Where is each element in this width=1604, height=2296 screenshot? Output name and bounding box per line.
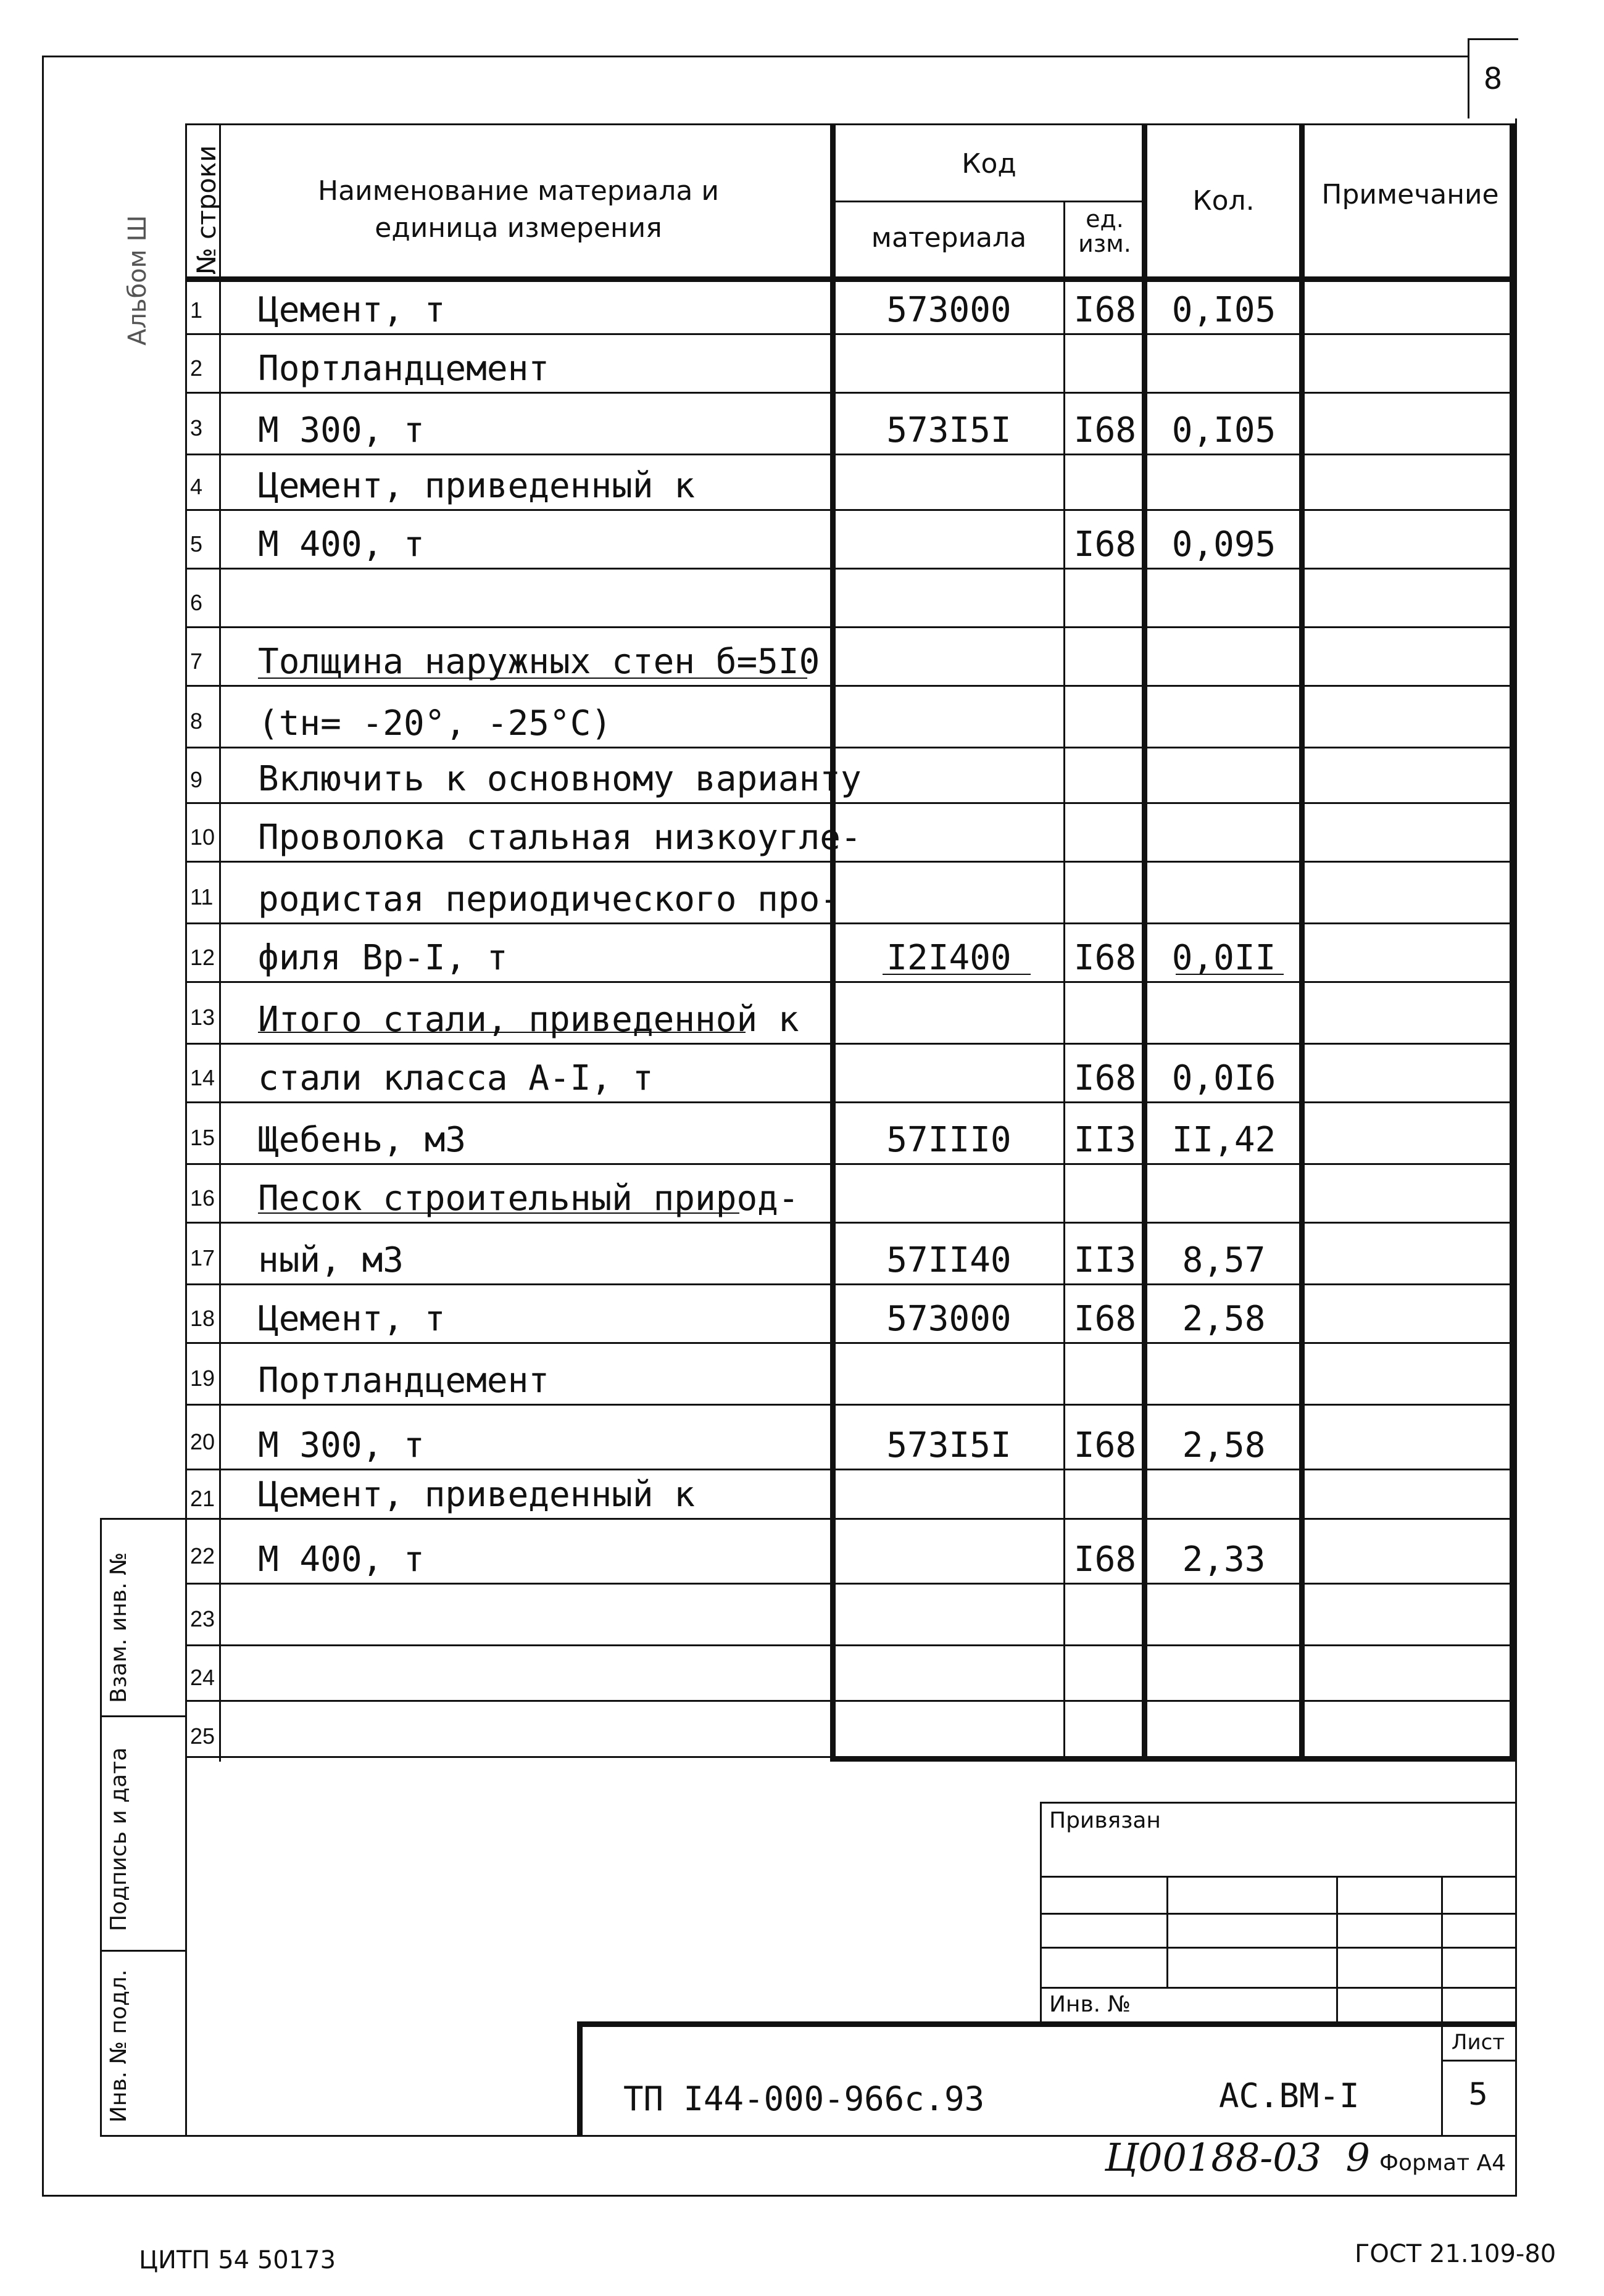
tb-privyazan-top — [1040, 1802, 1515, 1804]
col-header-qty: Кол. — [1192, 185, 1255, 217]
row-number: 20 — [190, 1428, 215, 1454]
row-material-code: I2I400 — [886, 938, 1012, 978]
tb-grid-v1 — [1166, 1876, 1168, 1987]
col-header-unit: ед. изм. — [1078, 205, 1131, 257]
stamp-podpis-data: Подпись и дата — [106, 1747, 131, 1931]
row-name: Толщина наружных стен б=5I0 — [258, 642, 820, 682]
row-name: Цемент, приведенный к — [258, 1475, 696, 1515]
row-unit-code: I68 — [1073, 524, 1137, 565]
row-unit-code: I68 — [1073, 410, 1137, 450]
row-unit-code: I68 — [1073, 1540, 1137, 1580]
row-number: 7 — [190, 648, 203, 674]
row-number: 2 — [190, 355, 203, 381]
row-unit-code: I68 — [1073, 938, 1137, 978]
tb-line-a — [185, 1756, 830, 1758]
table-bottom-line — [830, 1756, 1515, 1762]
row-divider — [185, 1469, 1515, 1470]
row-unit-code: I68 — [1073, 1425, 1137, 1465]
row-divider — [185, 1518, 1515, 1520]
header-bottom-line — [185, 276, 1517, 282]
row-unit-code: I68 — [1073, 1299, 1137, 1339]
row-name: Портландцемент — [258, 1361, 550, 1401]
row-divider — [185, 922, 1515, 924]
row-divider — [185, 1404, 1515, 1406]
stamp-vzam-inv: Взам. инв. № — [106, 1552, 131, 1703]
tb-grid-v3 — [1441, 1876, 1443, 2024]
row-qty: 0,095 — [1171, 524, 1276, 565]
col-line-right — [1510, 123, 1515, 1762]
tb-doc-number: ТП I44-000-966с.93 — [623, 2079, 985, 2118]
tb-main-top — [577, 2021, 1515, 2027]
row-divider — [185, 685, 1515, 687]
row-number: 3 — [190, 415, 203, 441]
row-divider — [185, 1043, 1515, 1045]
tb-grid-1 — [1040, 1876, 1515, 1878]
row-name: Щебень, м3 — [258, 1120, 467, 1160]
row-number: 14 — [190, 1064, 215, 1090]
format-label: Формат А4 — [1379, 2150, 1506, 2176]
row-name: ный, м3 — [258, 1240, 404, 1280]
row-number: 25 — [190, 1723, 215, 1749]
row-qty: 0,0II — [1171, 938, 1276, 978]
row-number: 19 — [190, 1366, 215, 1391]
col-header-row-no: № строки — [191, 145, 222, 275]
row-name: Цемент, т — [258, 1299, 446, 1339]
row-unit-code: I68 — [1073, 1058, 1137, 1098]
row-divider — [185, 747, 1515, 748]
row-number: 16 — [190, 1185, 215, 1211]
row-divider — [185, 1283, 1515, 1285]
row-number: 8 — [190, 708, 203, 734]
stamp-div-2 — [100, 1950, 185, 1952]
row-divider — [185, 981, 1515, 983]
row-number: 17 — [190, 1245, 215, 1270]
row-divider — [185, 1644, 1515, 1646]
tb-sheet-split — [1441, 2060, 1515, 2062]
row-name: родистая периодического про- — [258, 879, 841, 919]
row-divider — [185, 861, 1515, 863]
row-number: 15 — [190, 1125, 215, 1150]
tb-privyazan: Привязан — [1049, 1808, 1161, 1833]
tb-grid-4 — [1040, 1987, 1515, 1989]
row-number: 24 — [190, 1665, 215, 1690]
row-unit-code: II3 — [1073, 1240, 1137, 1280]
row-number: 5 — [190, 531, 203, 557]
tb-sheet-value: 5 — [1468, 2076, 1488, 2112]
page-number: 8 — [1483, 62, 1503, 96]
row-number: 6 — [190, 589, 203, 615]
row-qty: 0,0I6 — [1171, 1058, 1276, 1098]
tb-grid-2 — [1040, 1913, 1515, 1915]
row-divider — [185, 509, 1515, 511]
stamp-bottom — [100, 2135, 185, 2137]
row-qty: 2,58 — [1182, 1299, 1266, 1339]
row-name: филя Вр-I, т — [258, 938, 508, 978]
underline-row-7 — [258, 678, 807, 679]
row-name: М 300, т — [258, 1425, 425, 1465]
row-name: Итого стали, приведенной к — [258, 1000, 799, 1040]
tb-sheet-left — [1441, 2021, 1443, 2135]
tb-grid-3 — [1040, 1947, 1515, 1949]
album-mark: Альбом Ш — [123, 215, 152, 346]
row-qty: 2,58 — [1182, 1425, 1266, 1465]
stamp-div-1 — [100, 1715, 185, 1717]
header-code-split — [833, 201, 1145, 202]
row-number: 21 — [190, 1486, 215, 1511]
row-unit-code: II3 — [1073, 1120, 1137, 1160]
row-number: 13 — [190, 1005, 215, 1030]
row-divider — [185, 1163, 1515, 1165]
tb-grid-v2 — [1336, 1876, 1338, 2024]
row-name: (tн= -20°, -25°C) — [258, 703, 612, 744]
row-name: М 400, т — [258, 1540, 425, 1580]
row-name: Включить к основному варианту — [258, 759, 862, 799]
row-material-code: 573I5I — [886, 410, 1012, 450]
stamp-outer-line — [100, 1518, 102, 2135]
underline-row-13 — [258, 1032, 746, 1033]
tb-inv-no: Инв. № — [1049, 1992, 1131, 2017]
row-material-code: 573000 — [886, 290, 1012, 330]
tb-sheet-label: Лист — [1451, 2030, 1505, 2055]
row-unit-code: I68 — [1073, 290, 1137, 330]
row-divider — [185, 626, 1515, 628]
row-number: 1 — [190, 297, 203, 323]
row-divider — [185, 802, 1515, 804]
underline-row-12-qty — [1176, 974, 1284, 975]
col-line-left — [185, 123, 187, 2135]
row-number: 11 — [190, 884, 214, 910]
row-number: 4 — [190, 474, 203, 499]
header-top-line — [185, 123, 1517, 125]
row-material-code: 57II40 — [886, 1240, 1012, 1280]
row-name: Проволока стальная низкоугле- — [258, 818, 862, 858]
stamp-inv-podl: Инв. № подл. — [106, 1969, 131, 2123]
row-divider — [185, 1342, 1515, 1344]
col-header-code: Код — [962, 148, 1016, 180]
row-name: Песок строительный природ- — [258, 1179, 799, 1219]
row-qty: 0,I05 — [1171, 290, 1276, 330]
row-divider — [185, 1222, 1515, 1224]
row-name: Цемент, приведенный к — [258, 466, 696, 506]
row-qty: 0,I05 — [1171, 410, 1276, 450]
row-name: М 300, т — [258, 410, 425, 450]
row-number: 12 — [190, 944, 215, 970]
row-qty: 2,33 — [1182, 1540, 1266, 1580]
handwritten-code: Ц00188-03 9 — [1105, 2135, 1371, 2180]
row-material-code: 57III0 — [886, 1120, 1012, 1160]
row-number: 22 — [190, 1543, 215, 1569]
row-number: 23 — [190, 1606, 215, 1631]
col-line-rownum — [219, 123, 221, 1762]
row-divider — [185, 454, 1515, 455]
row-divider — [185, 1583, 1515, 1585]
footer-right: ГОСТ 21.109-80 — [1355, 2240, 1556, 2268]
col-header-note: Примечание — [1321, 179, 1499, 210]
row-divider — [185, 568, 1515, 570]
row-number: 9 — [190, 767, 203, 792]
row-qty: 8,57 — [1182, 1240, 1266, 1280]
row-divider — [185, 392, 1515, 394]
footer-left: ЦИТП 54 50173 — [139, 2246, 336, 2274]
row-name: Цемент, т — [258, 290, 446, 330]
stamp-top — [100, 1518, 185, 1520]
underline-row-12-code — [883, 974, 1031, 975]
col-header-name: Наименование материала и единица измерения — [318, 175, 719, 244]
row-number: 10 — [190, 824, 215, 850]
tb-mark: АС.ВМ-I — [1219, 2076, 1360, 2115]
row-qty: II,42 — [1171, 1120, 1276, 1160]
row-name: М 400, т — [258, 524, 425, 565]
row-divider — [185, 1700, 1515, 1702]
row-divider — [185, 1101, 1515, 1103]
underline-row-16 — [258, 1212, 739, 1214]
tb-main-left — [577, 2021, 583, 2135]
row-divider — [185, 333, 1515, 335]
row-material-code: 573000 — [886, 1299, 1012, 1339]
row-name: Портландцемент — [258, 349, 550, 389]
row-number: 18 — [190, 1305, 215, 1331]
row-material-code: 573I5I — [886, 1425, 1012, 1465]
col-header-material: материала — [871, 222, 1027, 254]
row-name: стали класса А-I, т — [258, 1058, 654, 1098]
